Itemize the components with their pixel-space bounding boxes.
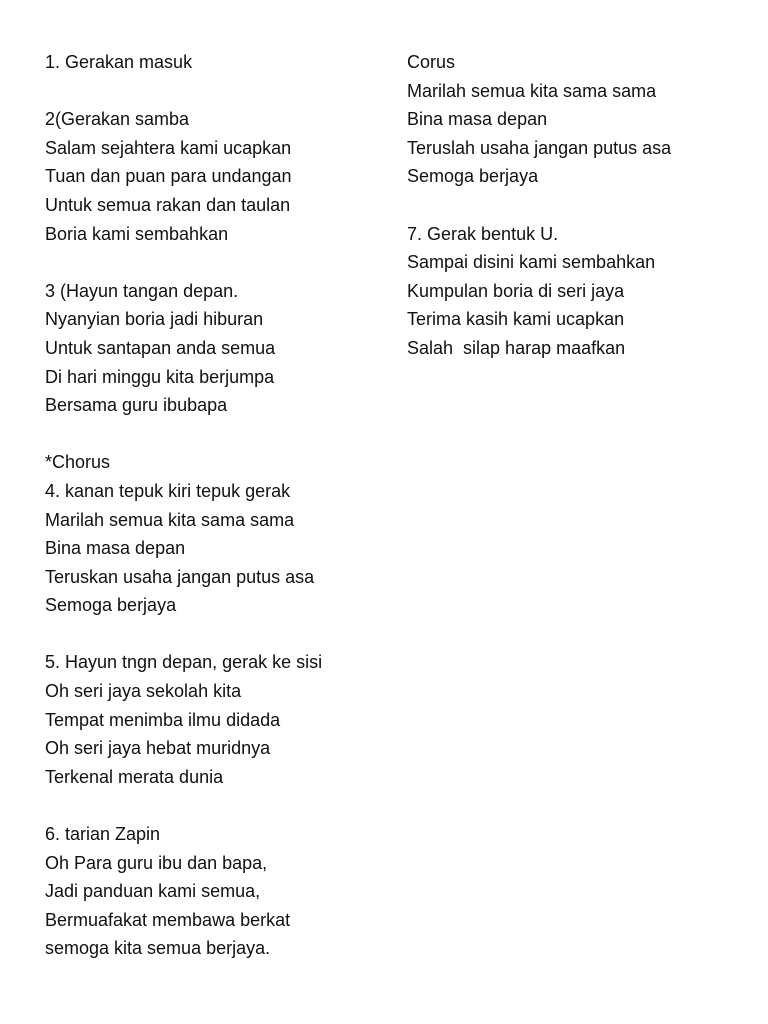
lyric-line: Oh seri jaya hebat muridnya [45,738,271,759]
lyric-line: Marilah semua kita sama sama [407,80,657,101]
lyric-line: Nyanyian boria jadi hiburan [45,309,264,330]
lyric-line: Sampai disini kami sembahkan [407,252,656,273]
section-heading: 1. Gerakan masuk [45,52,193,72]
blank-line [45,620,385,649]
lyric-line: Untuk santapan anda semua [45,337,276,358]
section-heading: 3 (Hayun tangan depan. [45,280,239,301]
lyric-line: Di hari minggu kita berjumpa [45,366,275,387]
lyric-line: Jadi panduan kami semua, [45,881,261,902]
lyric-line: Boria kami sembahkan [45,223,229,244]
section-heading: 5. Hayun tngn depan, gerak ke sisi [45,652,323,673]
section-heading: *Chorus [45,452,111,473]
blank-line [407,191,747,220]
blank-line [45,420,385,449]
lyric-line: Tuan dan puan para undangan [45,166,292,187]
lyric-line: Marilah semua kita sama sama [45,509,295,530]
section-heading: 6. tarian Zapin [45,824,161,845]
lyric-line: Teruslah usaha jangan putus asa [407,137,672,158]
left-column [45,48,385,963]
lyric-line: Bersama guru ibubapa [45,395,228,416]
blank-line [45,791,385,820]
lyric-line: 4. kanan tepuk kiri tepuk gerak [45,480,291,501]
section-heading: 7. Gerak bentuk U. [407,223,559,244]
lyric-line: Terima kasih kami ucapkan [407,309,625,330]
lyric-line: Salah silap harap maafkan [407,337,626,358]
lyric-line: Bina masa depan [407,109,548,130]
blank-line [45,77,385,106]
lyric-line: Teruskan usaha jangan putus asa [45,566,315,587]
lyric-line: Bina masa depan [45,538,186,559]
lyric-line: Terkenal merata dunia [45,766,224,787]
blank-line [45,248,385,277]
lyric-line: Salam sejahtera kami ucapkan [45,137,292,158]
section-heading: 2(Gerakan samba [45,109,190,130]
lyric-line: semoga kita semua berjaya. [45,938,271,959]
lyric-line: Tempat menimba ilmu didada [45,709,281,730]
lyric-line: Semoga berjaya [45,595,177,616]
lyric-line: Oh Para guru ibu dan bapa, [45,852,268,873]
section-heading: Corus [407,52,456,72]
lyric-line: Oh seri jaya sekolah kita [45,681,242,702]
right-column [407,48,747,363]
lyric-line: Kumpulan boria di seri jaya [407,280,625,301]
lyric-line: Semoga berjaya [407,166,539,187]
lyric-line: Bermuafakat membawa berkat [45,909,291,930]
lyric-line: Untuk semua rakan dan taulan [45,194,291,215]
